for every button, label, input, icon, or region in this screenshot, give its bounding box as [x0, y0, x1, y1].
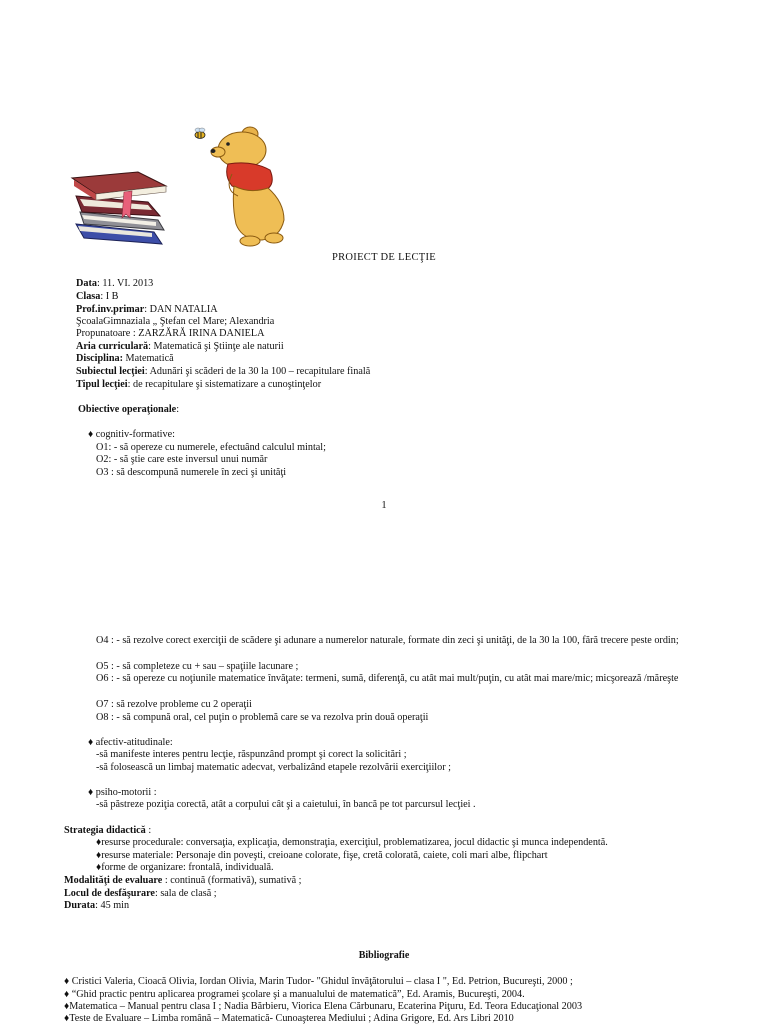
objectives-heading [78, 403, 179, 416]
objective-o2: O2: - să ştie care este inversul unui număr [96, 454, 268, 465]
proposer-line: Propunatoare : ZARZĂRĂ IRINA DANIELA [76, 328, 265, 339]
discipline-value: Matematică [122, 353, 174, 364]
document-title: PROIECT DE LECŢIE [331, 252, 437, 263]
strategy-organization-forms: ♦forme de organizare: frontală, individuală. [96, 862, 274, 873]
evaluation-line [64, 874, 301, 887]
objectives-heading-text: Obiective operaţionale [78, 404, 177, 415]
duration-label: Durata [64, 900, 96, 911]
curricular-area-value: : Matematică şi Ştiinţe ale naturii [148, 341, 284, 352]
school-line: ŞcoalaGimnaziala „ Ştefan cel Mare; Alexandria [76, 316, 275, 327]
location-value: : sala de clasă ; [154, 888, 217, 899]
discipline-line [76, 352, 174, 365]
bibliography-item: ♦ “Ghid practic pentru aplicarea programei şcolare şi a manualului de matematică”, Ed. Aramis, Bucureşti, 2004. [64, 989, 525, 1000]
date-label: Data [76, 278, 97, 289]
lesson-type-line [76, 378, 321, 391]
teacher-value: : DAN NATALIA [144, 304, 218, 315]
affective-heading: ♦ afectiv-atitudinale: [88, 737, 173, 748]
evaluation-value: : continuă (formativă), sumativă ; [162, 875, 302, 886]
evaluation-label: Modalităţi de evaluare [64, 875, 163, 886]
subject-value: : Adunări şi scăderi de la 30 la 100 – recapitulare finală [144, 366, 371, 377]
class-line [76, 290, 118, 303]
bibliography-title: Bibliografie [358, 950, 410, 961]
psychomotor-heading: ♦ psiho-motorii : [88, 787, 157, 798]
bear-illustration [188, 124, 314, 250]
class-value: : I B [100, 291, 119, 302]
duration-value: : 45 min [95, 900, 130, 911]
psychomotor-item-1: -să păstreze poziţia corectă, atât a corpului cât şi a caietului, în bancă pe tot parcursul lecţiei . [96, 799, 476, 810]
books-illustration [66, 166, 172, 248]
curricular-area-label: Aria curriculară [76, 341, 149, 352]
affective-item-2: -să folosească un limbaj matematic adecvat, verbalizând etapele rezolvării exerciţiilor ; [96, 762, 451, 773]
objective-o6: O6 : - să opereze cu noţiunile matematice învăţate: termeni, sumă, diferenţă, cu atât mai mult/puţin, cu atât mai mare/mic; micşorează /măreşte [96, 673, 679, 684]
objective-o3: O3 : să descompună numerele în zeci şi unităţi [96, 467, 287, 478]
strategy-colon: : [145, 825, 152, 836]
subject-label: Subiectul lecţiei [76, 366, 145, 377]
class-label: Clasa [76, 291, 101, 302]
objective-o7: O7 : să rezolve probleme cu 2 operaţii [96, 699, 252, 710]
location-label: Locul de desfăşurare [64, 888, 155, 899]
objective-o5: O5 : - să completeze cu + sau – spaţiile lacunare ; [96, 661, 299, 672]
strategy-label: Strategia didactică [64, 825, 146, 836]
objective-o4: O4 : - să rezolve corect exerciţii de scădere şi adunare a numerelor naturale, formate din zeci şi unităţi, de la 30 la 100, fără trecere peste ordin; [96, 635, 679, 646]
bibliography-item: ♦Teste de Evaluare – Limba română – Matematică- Cunoaşterea Mediului ; Adina Grigore, Ed. Ars Libri 2010 [64, 1013, 514, 1024]
objective-o1: O1: - să opereze cu numerele, efectuând calculul mintal; [96, 442, 326, 453]
affective-item-1: -să manifeste interes pentru lecţie, răspunzând prompt şi corect la solicitări ; [96, 749, 407, 760]
date-value: : 11. VI. 2013 [96, 278, 154, 289]
page-number: 1 [381, 500, 387, 511]
strategy-resources-procedural: ♦resurse procedurale: conversaţia, explicaţia, demonstraţia, exerciţiul, problematizarea, jocul didactic şi munca independentă. [96, 837, 608, 848]
teacher-label: Prof.inv.primar [76, 304, 145, 315]
cognitive-heading: ♦ cognitiv-formative: [88, 429, 175, 440]
lesson-type-label: Tipul lecţiei [76, 379, 128, 390]
bibliography-item: ♦ Cristici Valeria, Cioacă Olivia, Iordan Olivia, Marin Tudor- "Ghidul învăţătorului – clasa I ", Ed. Petrion, Bucureşti, 2000 ; [64, 976, 573, 987]
strategy-resources-material: ♦resurse materiale: Personaje din poveşti, creioane colorate, fişe, cretă colorată, caiete, coli mari albe, flipchart [96, 850, 548, 861]
discipline-label: Disciplina: [76, 353, 123, 364]
objectives-heading-colon: : [176, 404, 180, 415]
date-line [76, 277, 153, 290]
subject-line [76, 365, 370, 378]
bibliography-item: ♦Matematica – Manual pentru clasa I ; Nadia Bărbieru, Viorica Elena Cărbunaru, Ecaterina Piţuru, Ed. Teora Educaţional 2003 [64, 1001, 583, 1012]
lesson-type-value: : de recapitulare şi sistematizare a cunoştinţelor [127, 379, 322, 390]
objective-o8: O8 : - să compună oral, cel puţin o problemă care se va rezolva prin două operaţii [96, 712, 429, 723]
duration-line [64, 899, 129, 912]
